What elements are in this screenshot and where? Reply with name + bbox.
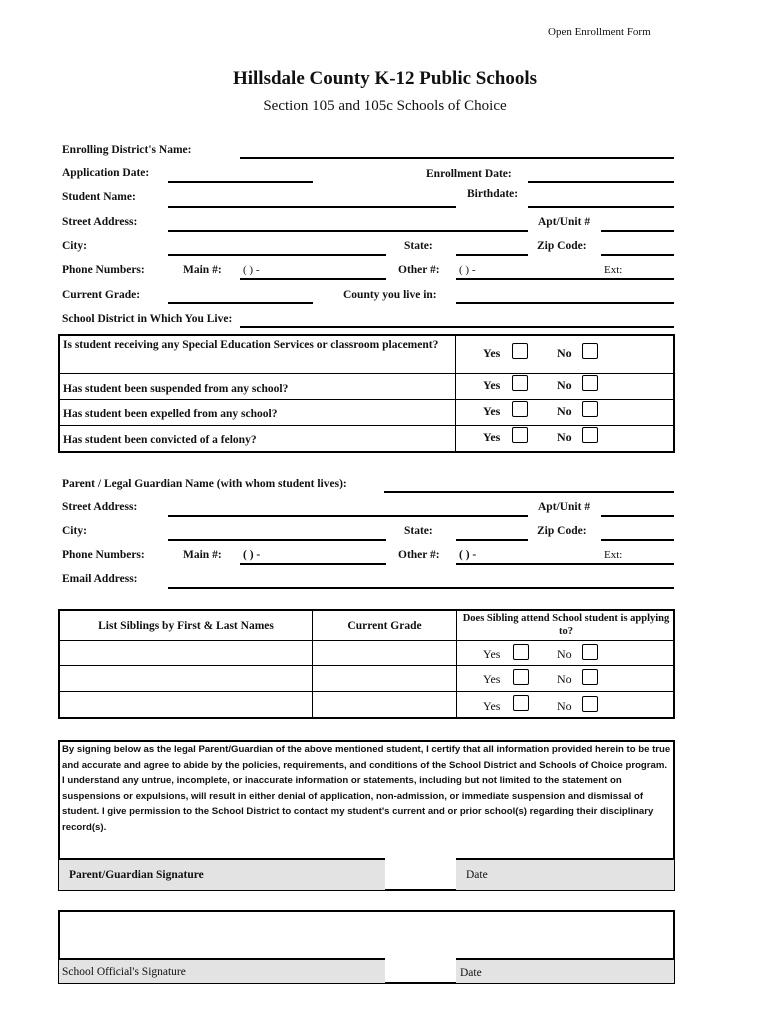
guardian-other-phone-label: Other #:	[398, 549, 440, 561]
guardian-city-field[interactable]	[168, 539, 386, 541]
other-phone-label: Other #:	[398, 264, 440, 276]
guardian-state-field[interactable]	[456, 539, 528, 541]
main-phone-field[interactable]	[240, 278, 386, 280]
district-name-label: Enrolling District's Name:	[62, 144, 192, 156]
zip-code-label: Zip Code:	[537, 240, 587, 252]
question-felony-yes-label: Yes	[483, 430, 501, 444]
sibling-3-yes-label: Yes	[483, 699, 501, 713]
sibling-name-cell[interactable]	[60, 666, 312, 690]
siblings-names-header: List Siblings by First & Last Names	[98, 620, 274, 632]
application-date-label: Application Date:	[62, 167, 150, 179]
question-expelled-no-label: No	[557, 404, 572, 418]
district-name-field[interactable]	[240, 157, 674, 159]
guardian-ext-label: Ext:	[604, 549, 623, 561]
official-signature-label: School Official's Signature	[62, 966, 186, 978]
sibling-name-cell[interactable]	[60, 692, 312, 717]
question-felony: Has student been convicted of a felony?	[63, 434, 257, 446]
sibling-1-yes-label: Yes	[483, 647, 501, 661]
sibling-2-no-checkbox[interactable]	[582, 669, 598, 685]
guardian-state-label: State:	[404, 525, 433, 537]
question-suspended-yes-label: Yes	[483, 378, 501, 392]
sibling-2-no-label: No	[557, 672, 572, 686]
guardian-main-phone-mask: ( ) -	[243, 549, 261, 561]
question-suspended: Has student been suspended from any school?	[63, 383, 289, 395]
guardian-apt-label: Apt/Unit #	[538, 501, 591, 513]
guardian-name-field[interactable]	[384, 491, 674, 493]
question-felony-no-checkbox[interactable]	[582, 427, 598, 443]
apt-unit-label: Apt/Unit #	[538, 216, 591, 228]
sibling-2-yes-label: Yes	[483, 672, 501, 686]
sibling-3-yes-checkbox[interactable]	[513, 695, 529, 711]
main-phone-label: Main #:	[183, 264, 222, 276]
zip-code-field[interactable]	[601, 254, 674, 256]
parent-signature-label: Parent/Guardian Signature	[69, 869, 204, 881]
question-felony-yes-checkbox[interactable]	[512, 427, 528, 443]
sibling-3-no-checkbox[interactable]	[582, 696, 598, 712]
current-grade-field[interactable]	[168, 302, 313, 304]
sibling-2-yes-checkbox[interactable]	[513, 669, 529, 685]
page-subtitle: Section 105 and 105c Schools of Choice	[263, 98, 507, 114]
street-address-label: Street Address:	[62, 216, 138, 228]
question-suspended-yes-checkbox[interactable]	[512, 375, 528, 391]
question-suspended-no-checkbox[interactable]	[582, 375, 598, 391]
county-field[interactable]	[456, 302, 674, 304]
question-special-ed-yes-label: Yes	[483, 346, 501, 360]
county-label: County you live in:	[343, 289, 437, 301]
siblings-col-divider	[456, 610, 457, 718]
question-suspended-no-label: No	[557, 378, 572, 392]
questions-col-divider	[455, 335, 456, 452]
question-special-ed-no-checkbox[interactable]	[582, 343, 598, 359]
questions-row-divider	[59, 373, 674, 374]
sibling-grade-cell[interactable]	[313, 692, 456, 717]
questions-row-divider	[59, 399, 674, 400]
city-label: City:	[62, 240, 87, 252]
certification-text: By signing below as the legal Parent/Guardian of the above mentioned student, I certify that all information provided herein to be true and accurate and agree to abide by the policies, requirements, and conditions of the School District and Schools of Choice program. I understand any untrue, incomplete, or inaccurate information or statements, including but not limited to the statement on suspensions or expulsions, will result in either denial of application, non-admission, or immediate suspension and dismissal of student. I give permission to the School District to contact my student's current and or prior school(s) regarding their disciplinary record(s).	[62, 744, 671, 833]
birthdate-label: Birthdate:	[467, 188, 519, 200]
question-expelled-no-checkbox[interactable]	[582, 401, 598, 417]
state-field[interactable]	[456, 254, 528, 256]
official-date-field[interactable]	[456, 958, 674, 983]
birthdate-field[interactable]	[528, 206, 674, 208]
email-label: Email Address:	[62, 573, 138, 585]
guardian-street-field[interactable]	[168, 515, 528, 517]
guardian-city-label: City:	[62, 525, 87, 537]
other-phone-mask: ( ) -	[459, 264, 476, 276]
guardian-other-phone-mask: ( ) -	[459, 549, 477, 561]
guardian-main-phone-label: Main #:	[183, 549, 222, 561]
other-phone-field[interactable]	[456, 278, 674, 280]
guardian-zip-field[interactable]	[601, 539, 674, 541]
student-name-field[interactable]	[168, 206, 456, 208]
sibling-1-yes-checkbox[interactable]	[513, 644, 529, 660]
guardian-name-label: Parent / Legal Guardian Name (with whom student lives):	[62, 478, 347, 490]
guardian-street-label: Street Address:	[62, 501, 138, 513]
main-phone-mask: ( ) -	[243, 264, 260, 276]
question-special-ed-no-label: No	[557, 346, 572, 360]
guardian-main-phone-field[interactable]	[240, 563, 386, 565]
guardian-other-phone-field[interactable]	[456, 563, 674, 565]
siblings-attend-header: Does Sibling attend School student is applying to?	[462, 613, 670, 637]
questions-row-divider	[59, 425, 674, 426]
question-special-ed-yes-checkbox[interactable]	[512, 343, 528, 359]
state-label: State:	[404, 240, 433, 252]
sibling-grade-cell[interactable]	[313, 641, 456, 665]
question-expelled-yes-checkbox[interactable]	[512, 401, 528, 417]
siblings-grade-header: Current Grade	[347, 620, 422, 632]
enrollment-date-label: Enrollment Date:	[426, 168, 512, 180]
sibling-3-no-label: No	[557, 699, 572, 713]
sibling-name-cell[interactable]	[60, 641, 312, 665]
phone-numbers-label: Phone Numbers:	[62, 264, 145, 276]
parent-date-field[interactable]	[456, 858, 674, 890]
parent-date-label: Date	[466, 869, 488, 881]
page-title: Hillsdale County K-12 Public Schools	[232, 68, 538, 89]
school-district-label: School District in Which You Live:	[62, 313, 233, 325]
guardian-zip-label: Zip Code:	[537, 525, 587, 537]
question-special-ed: Is student receiving any Special Education Services or classroom placement?	[63, 339, 439, 351]
question-expelled: Has student been expelled from any school?	[63, 408, 278, 420]
question-felony-no-label: No	[557, 430, 572, 444]
sibling-1-no-checkbox[interactable]	[582, 644, 598, 660]
guardian-phone-label: Phone Numbers:	[62, 549, 145, 561]
email-field[interactable]	[168, 587, 674, 589]
application-date-field[interactable]	[168, 181, 313, 183]
sibling-grade-cell[interactable]	[313, 666, 456, 690]
city-field[interactable]	[168, 254, 386, 256]
apt-unit-field[interactable]	[601, 230, 674, 232]
school-district-field[interactable]	[240, 326, 674, 328]
guardian-apt-field[interactable]	[601, 515, 674, 517]
sibling-1-no-label: No	[557, 647, 572, 661]
enrollment-date-field[interactable]	[528, 181, 674, 183]
student-name-label: Student Name:	[62, 191, 136, 203]
ext-label: Ext:	[604, 264, 623, 276]
street-address-field[interactable]	[168, 230, 528, 232]
current-grade-label: Current Grade:	[62, 289, 141, 301]
question-expelled-yes-label: Yes	[483, 404, 501, 418]
form-type-label: Open Enrollment Form	[548, 26, 651, 38]
official-date-label: Date	[460, 967, 482, 979]
